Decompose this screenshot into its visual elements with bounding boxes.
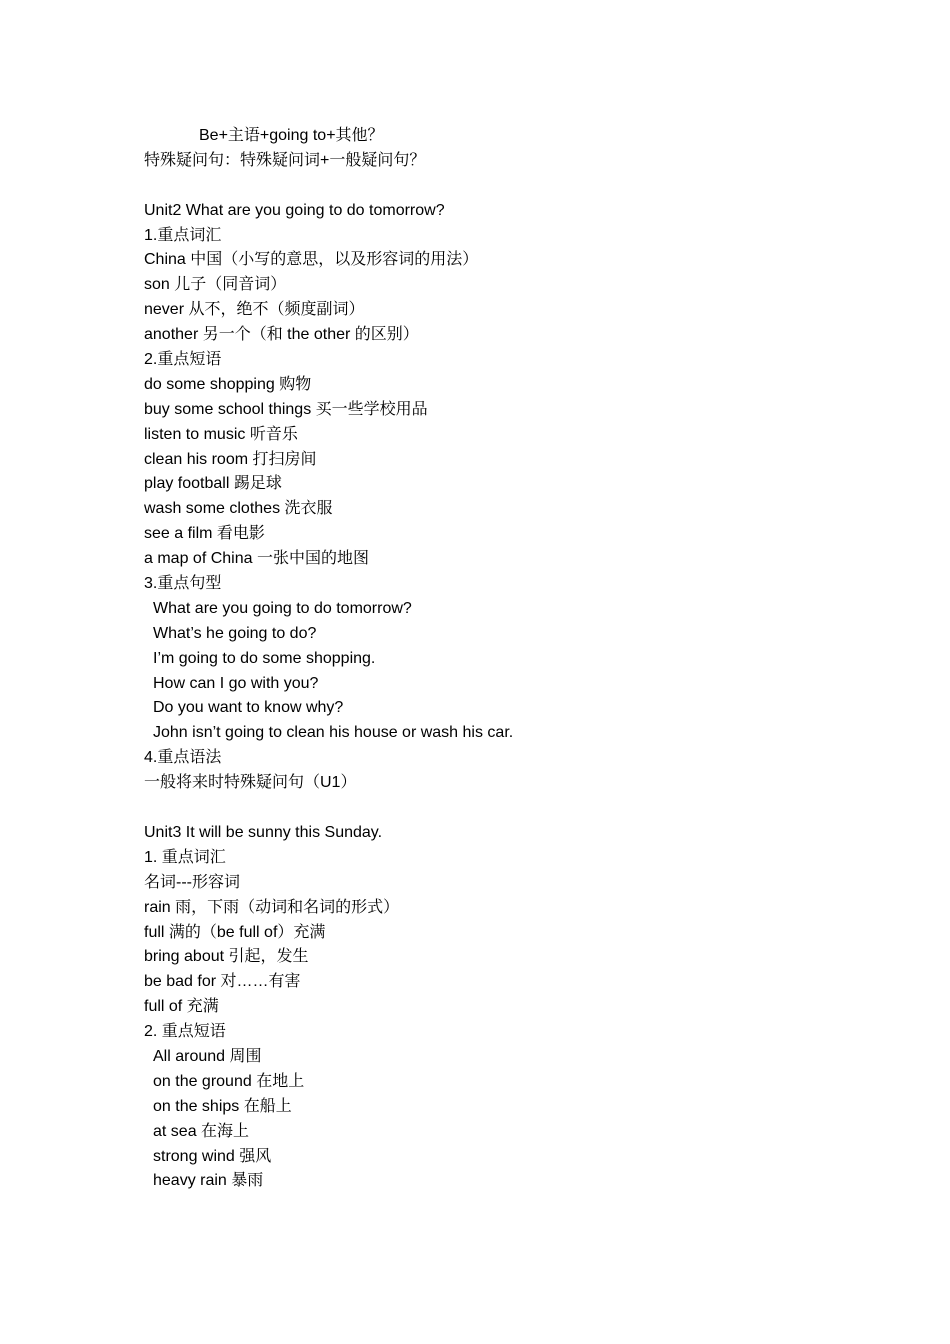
text-line: 1. 重点词汇	[144, 848, 226, 866]
text-line: 3.重点句型	[144, 575, 222, 593]
text-line: Unit3 It will be sunny this Sunday.	[144, 823, 383, 841]
text-line: full of 充满	[144, 998, 219, 1016]
text-line: a map of China 一张中国的地图	[144, 550, 369, 568]
document-body	[144, 124, 904, 1194]
text-line: What are you going to do tomorrow?	[153, 599, 412, 617]
text-line: see a film 看电影	[144, 525, 265, 543]
text-line: 1.重点词汇	[144, 226, 222, 244]
text-line: All around 周围	[153, 1047, 262, 1065]
text-line: Do you want to know why?	[153, 699, 344, 717]
text-line: full 满的（be full of）充满	[144, 923, 326, 941]
text-line: strong wind 强风	[153, 1147, 272, 1165]
text-line: play football 踢足球	[144, 475, 282, 493]
text-line: Be+主语+going to+其他？	[199, 127, 384, 144]
text-line: 名词---形容词	[144, 873, 240, 891]
text-line: What’s he going to do?	[153, 624, 317, 642]
text-line: buy some school things 买一些学校用品	[144, 400, 428, 418]
text-line: heavy rain 暴雨	[153, 1172, 264, 1190]
text-line: 4.重点语法	[144, 749, 222, 767]
text-line: 特殊疑问句：特殊疑问词+一般疑问句？	[144, 151, 426, 169]
blank-line	[144, 174, 904, 199]
blank-line	[144, 796, 904, 821]
text-line: I’m going to do some shopping.	[153, 649, 376, 667]
text-line: wash some clothes 洗衣服	[144, 500, 333, 518]
text-line: John isn’t going to clean his house or wash his car.	[153, 724, 514, 742]
text-line: never 从不，绝不（频度副词）	[144, 301, 365, 319]
text-line: clean his room 打扫房间	[144, 450, 317, 468]
text-line: on the ships 在船上	[153, 1097, 292, 1115]
text-line: be bad for 对……有害	[144, 973, 301, 991]
text-line: another 另一个（和 the other 的区别）	[144, 326, 419, 344]
text-line: China 中国（小写的意思，以及形容词的用法）	[144, 251, 479, 269]
text-line: listen to music 听音乐	[144, 425, 298, 443]
text-line: on the ground 在地上	[153, 1072, 305, 1090]
text-line: rain 雨，下雨（动词和名词的形式）	[144, 898, 400, 916]
text-line: 2. 重点短语	[144, 1023, 226, 1041]
text-line: How can I go with you?	[153, 674, 319, 692]
text-line: bring about 引起，发生	[144, 948, 309, 966]
text-line: Unit2 What are you going to do tomorrow?	[144, 201, 445, 219]
text-line: at sea 在海上	[153, 1122, 250, 1140]
text-line: son 儿子（同音词）	[144, 276, 287, 294]
text-line: do some shopping 购物	[144, 375, 312, 393]
text-line: 一般将来时特殊疑问句（U1）	[144, 774, 357, 792]
text-line: 2.重点短语	[144, 351, 222, 369]
